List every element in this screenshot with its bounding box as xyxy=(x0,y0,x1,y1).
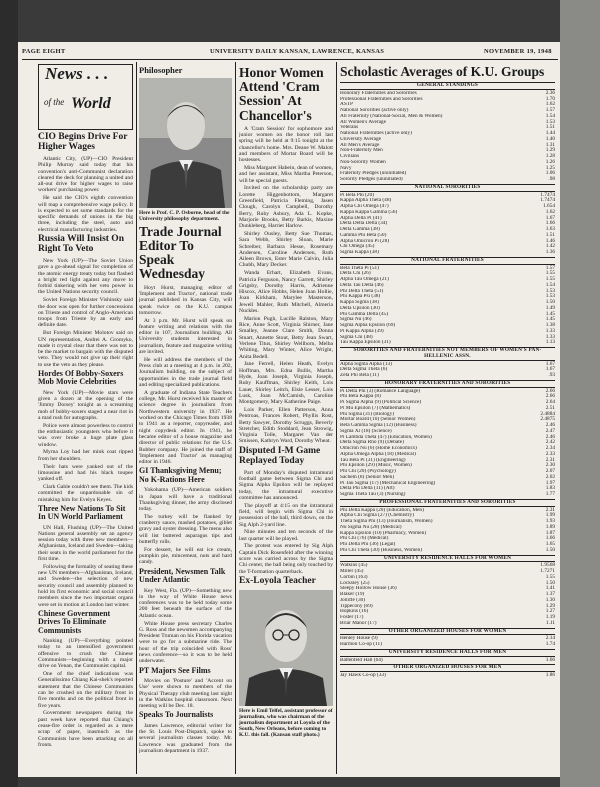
group-average: .93 xyxy=(548,372,555,379)
table-row xyxy=(340,177,555,183)
group-average: 1.28 xyxy=(545,153,555,160)
headline: Chinese Government Drives To Eliminate Communists xyxy=(38,608,111,635)
table-section-heading: OTHER ORGANIZED HOUSES FOR MEN xyxy=(340,664,555,672)
story-paragraph: One of the chief indications was Generalissimo Chiang Kai-shek's reported statement that the Chinese Communists can be crushed on the military front in five months and on the political front in five years. xyxy=(38,671,133,709)
group-average: 1.70 xyxy=(545,95,555,102)
group-average: 1.57 xyxy=(545,264,555,271)
group-average: 1.41 xyxy=(545,585,555,592)
group-name: Alpha Sigma Alpha (13) xyxy=(340,361,392,367)
group-name: Tippecony (69) xyxy=(340,603,373,609)
group-name: Phi Epsilon (29) (Music, Women) xyxy=(340,463,412,469)
group-name: Sigma Kappa (38) xyxy=(340,250,379,256)
photo-osborne-caption: Here is Prof. C. P. Osborne, head of the University philosophy department. xyxy=(139,209,230,222)
group-name: Veterans xyxy=(340,125,359,131)
group-average: 1.45 xyxy=(545,310,555,317)
table-section-heading: NATIONAL FRATERNITIES xyxy=(340,257,555,265)
group-average: 2.42 xyxy=(545,439,555,446)
group-name: Sigma Xi (18) (Science) xyxy=(340,428,392,434)
story-paragraph: Wanda Erhart, Elizabeth Evans, Patricia Ferguson, Nancy Garrett, Shirley Grigsby, Dorothy Harris, Adrienne Hiscox, Alice Hobbs, Helen Joan Hollie, Joan Kirkham, Marylee Masterson, Jewell Mahler, Ruth Mitchell, Almeria Nuckles. xyxy=(239,270,333,314)
group-average: 1.67 xyxy=(545,366,555,373)
group-average: 1.65 xyxy=(545,541,555,548)
group-name: Phi Chi (20) (Psychology) xyxy=(340,469,396,475)
story-paragraph: But Foreign Minister Molotov said on UN representation, Andrei A. Gromyko, made it crystal clear that there was not to be the market to bargain with the disputed veto. They would not give up their right to use the veto as they please. xyxy=(38,330,133,368)
story-paragraph: James Lawrence, editorial writer for the St. Louis Post-Dispatch, spoke to several journalism classes today. Mr. Lawrence was graduated from the journalism department in 1937. xyxy=(139,722,232,755)
photo-telfel xyxy=(239,590,333,706)
table-section-heading: PROFESSIONAL FRATERNITIES AND SORORITIES xyxy=(340,499,555,507)
story-paragraph: Miss Margaret Habein, dean of women, and her assistant, Miss Martha Peterson, will be special guests. xyxy=(239,164,333,184)
group-name: Delta Sigma Rho (9) (Debate) xyxy=(340,440,404,446)
table-row xyxy=(340,642,555,648)
group-name: Sigma Alpha Epsilon (69) xyxy=(340,323,396,329)
headline: Hordes Of Bobby-Soxers Mob Movie Celebrities xyxy=(38,368,124,387)
group-average: 1.40 xyxy=(545,135,555,142)
portrait-image xyxy=(139,78,232,208)
story-disputed-game xyxy=(239,447,333,575)
group-name: Corbin (163) xyxy=(340,574,368,580)
group-average: 1.53 xyxy=(545,287,555,294)
group-name: All Fraternity (National-Social, Men & Women) xyxy=(340,113,443,119)
group-name: Phi Delta Theta (51) xyxy=(340,288,384,294)
folio-date: NOVEMBER 19, 1948 xyxy=(484,48,552,55)
group-name: Phi Beta Kappa (8) xyxy=(340,394,381,400)
story-president-newsmen xyxy=(139,568,232,665)
group-name: Delta Tau Delta (46) xyxy=(340,282,384,288)
story-paragraph: The protest was entered by Sig Alph Captain Dick Rosenfeld after the winning score was carried across by the Sigma Chi center, the ball being only touched by the T-formation quarterback. xyxy=(239,543,333,575)
group-average: 1.654 xyxy=(543,203,555,210)
group-name: Non-Fraternity Men xyxy=(340,148,383,154)
table-row xyxy=(340,658,555,664)
story-paragraph: White House press secretary Charles G. Ross and the newsmen accompanying President Truman on his Florida vacation were to go for a submarine ride. The hour of the trip coincided with Ross' news conference—so it was to be held underwater. xyxy=(139,620,232,665)
group-name: Sleepy Hollow House (36) xyxy=(340,586,397,592)
group-average: 1.54 xyxy=(545,112,555,119)
group-name: Beta Gamma Sigma (12) (Business) xyxy=(340,423,417,429)
group-name: Locksley (25) xyxy=(340,580,370,586)
group-name: Foster (17) xyxy=(340,615,364,621)
group-name: All Women's Average xyxy=(340,119,386,125)
table-section-heading: OTHER ORGANIZED HOUSES FOR WOMEN xyxy=(340,628,555,636)
group-name: Delta Upsilon (30) xyxy=(340,305,380,311)
group-name: ASTP xyxy=(340,102,353,108)
story-paragraph: At 3 p.m. Mr. Hurst will speak on feature writing and relations with the editor in 107, Journalism building. All University students interested in journalism, feature and magazine writing are invited. xyxy=(139,317,232,356)
group-average: 1.7271 xyxy=(540,568,555,575)
story-paragraph: Clark Gable couldn't see them. The kids committed the unpardonable sin of mistaking him for Evelyn Keyes. xyxy=(38,483,133,503)
group-name: Sachem (8) (Senior Men) xyxy=(340,474,394,480)
group-name: Pi Tau Sigma (17) (Mechanical Engineering) xyxy=(340,480,436,486)
table-section-heading: UNIVERSITY RESIDENCE HALLS FOR WOMEN xyxy=(340,555,555,563)
group-average: 1.46 xyxy=(545,237,555,244)
group-name: Pi Beta Phi (20) xyxy=(340,192,374,198)
group-name: Non-Sorority Women xyxy=(340,159,386,165)
group-average: 1.97 xyxy=(545,479,555,486)
group-name: Phi Delta Phi (36) (Legal) xyxy=(340,542,396,548)
table-section-heading: NATIONAL SORORITIES xyxy=(340,184,555,192)
headline: Russia Will Insist On Right To Veto xyxy=(38,234,124,254)
story-paragraph: Lois Parker, Ellen Patterson, Anna Pentroas, Frances Robert, Phyllis Rost, Betty Sawyer, Dorothy Scruggs, Beverly Stretcher, Edith Stoddard, Jean Strowig, Virginia Tolle, Margaret Van der Smissen, Kathryn Ward, Dorothy Wheat. xyxy=(239,406,333,445)
story-paragraph: Hoyt Hurst, managing editor of 'Implement and Tractor', national trade journal published in Kansas City, will speak twice on the K.U. campus tomorrow. xyxy=(139,284,232,316)
group-average: 1.67 xyxy=(545,360,555,367)
table-row xyxy=(340,373,555,379)
group-name: National Sororities (active only) xyxy=(340,108,409,114)
group-name: Jay Hawk Co-op (33) xyxy=(340,673,386,679)
group-name: Kappa Sigma (38) xyxy=(340,300,379,306)
story-paragraph: Yokohama (UP)—American soldiers in Japan will have a traditional Thanksgiving dinner, the army disclosed today. xyxy=(139,487,232,513)
group-average: 1.66 xyxy=(545,535,555,542)
scholastic-averages-table xyxy=(340,82,555,679)
column-scholastic-averages xyxy=(340,64,555,772)
group-average: 1.99 xyxy=(545,512,555,519)
group-name: Hopkins (16) xyxy=(340,609,369,615)
story-chinese-government xyxy=(38,610,133,748)
group-average: 1.37 xyxy=(545,591,555,598)
group-average: 2.02 xyxy=(545,473,555,480)
story-pt-majors xyxy=(139,667,232,710)
group-name: Beta Theta Pi (51) xyxy=(340,265,379,271)
table-row xyxy=(340,492,555,498)
group-average: 1.19 xyxy=(545,614,555,621)
group-name: Tau Kappa Epsilon (31) xyxy=(340,340,391,346)
group-average: 1.54 xyxy=(545,281,555,288)
group-average: 1.63 xyxy=(545,226,555,233)
group-average: 1.49 xyxy=(545,304,555,311)
news-logo-line1: News . . . xyxy=(45,64,109,83)
story-gi-thanksgiving xyxy=(139,467,232,565)
group-name: Nu Sigma Nu (28) (Medical) xyxy=(340,524,402,530)
group-name: Delta Delta Delta (34) xyxy=(340,221,388,227)
group-average: 1.27 xyxy=(545,608,555,615)
group-average: 1.44 xyxy=(545,130,555,137)
column-philosopher-trade xyxy=(139,64,232,772)
group-average: 2.66 xyxy=(545,393,555,400)
group-average: 1.26 xyxy=(545,158,555,165)
group-name: Pi Kappa Alpha (39) xyxy=(340,328,384,334)
group-average: 2.46 xyxy=(545,433,555,440)
group-name: Pi Delta Phi (3) (Romance Language) xyxy=(340,388,421,394)
group-name: Jolliffe (30) xyxy=(340,597,366,603)
group-average: 1.33 xyxy=(545,327,555,334)
photo-telfel-caption: Here is Emil Telfel, assistant professor of journalism, who was chairman of the journalism department at Loyola of the South, New Orleans, before coming to K.U. this fall. (Kansan staff photo.) xyxy=(239,707,333,738)
group-name: Miller (45) xyxy=(340,569,364,575)
group-average: 1.74 xyxy=(545,641,555,648)
group-average: 1.77 xyxy=(545,491,555,498)
group-average: 1.25 xyxy=(545,164,555,171)
story-trade-journal xyxy=(139,225,232,466)
story-bobby-soxers xyxy=(38,370,133,503)
group-average: 2.34 xyxy=(545,445,555,452)
group-average: 1.62 xyxy=(545,101,555,108)
group-average: 2.4875 xyxy=(540,416,555,423)
story-paragraph: Myrna Loy had her mink coat ripped from her shoulders. xyxy=(38,449,133,462)
group-name: Tau Beta Pi (31) (Engineering) xyxy=(340,457,406,463)
group-name: Alpha Chi Sigma (27) (Chemistry) xyxy=(340,513,414,519)
column-rule-3 xyxy=(336,62,337,774)
group-average: 1.51 xyxy=(545,231,555,238)
group-average: 1.93 xyxy=(545,518,555,525)
group-average: 1.87 xyxy=(545,529,555,536)
story-paragraph: Soviet Foreign Minister Vishinsky said the door was open for further concessions on Trieste and control of Anglo-American troops from Trieste by an early and definite date. xyxy=(38,297,133,329)
story-paragraph: Following the formality of seating these new UN members—Afghanistan, Iceland, and Sweden—the selection of new security council and assembly planned to hold its first economic and social council members since the two important organs were set in motion at London last winter. xyxy=(38,563,133,608)
story-paragraph: Police were almost powerless to control the enthusiastic youngsters who before it was over broke a huge plate glass window. xyxy=(38,422,133,448)
group-name: Fraternity Pledges (uninitiated) xyxy=(340,171,407,177)
group-average: 1.62 xyxy=(545,208,555,215)
group-name: University Average xyxy=(340,136,381,142)
group-name: National Fraternities (active only) xyxy=(340,131,412,137)
group-average: 2.07 xyxy=(545,468,555,475)
group-name: Phi Sigma (31) (Biology) xyxy=(340,411,394,417)
group-name: Alpha Chi Omega (47) xyxy=(340,204,389,210)
headline: Disputed I-M Game Replayed Today xyxy=(239,445,321,466)
group-name: Watkins (45) xyxy=(340,563,368,569)
story-paragraph: The playoff at 4:15 on the intramural field, will begin with Sigma Chi in possession of the ball, third down, on the Sig Alph 2-yard line. xyxy=(239,502,333,528)
group-average: 2.31 xyxy=(545,506,555,513)
group-name: Honorary Fraternities and Sororities xyxy=(340,90,417,96)
group-average: 1.9568 xyxy=(540,562,555,569)
group-average: 2.30 xyxy=(545,462,555,469)
story-paragraph: He will address the members of the Press club at a meeting at 4 p.m. in 202, Journalism building, on the subject of opportunities in the trade journal field and editing specialized publications. xyxy=(139,356,232,389)
column-rule-1 xyxy=(136,62,137,774)
group-average: 1.55 xyxy=(545,276,555,283)
column-rule-2 xyxy=(235,62,236,774)
table-section-heading: GENERAL STANDINGS xyxy=(340,82,555,90)
story-paragraph: Part of Monday's disputed intramural football game between Sigma Chi and Sigma Alpha Epsilon will be replayed today, the intramural executive committee has announced. xyxy=(239,469,333,501)
headline: President, Newsmen Talk Under Atlantic xyxy=(139,566,226,585)
scan-left-margin xyxy=(0,0,18,787)
headline-scholastic-averages: Scholastic Averages of K.U. Groups xyxy=(340,64,545,79)
group-average: 2.31 xyxy=(545,456,555,463)
group-name: Henley House (9) xyxy=(340,636,378,642)
photo-osborne xyxy=(139,78,232,208)
headline: Trade Journal Editor To Speak Wednesday xyxy=(139,223,222,282)
table-row xyxy=(340,621,555,627)
group-name: Alpha Tau Omega (21) xyxy=(340,277,389,283)
headline: Three New Nations To Sit In UN World Parliament xyxy=(38,503,126,522)
table-row xyxy=(340,340,555,346)
group-name: Alpha Omega Alpha (18) (Medical) xyxy=(340,451,416,457)
group-average: 1.33 xyxy=(545,333,555,340)
group-average: 1.36 xyxy=(545,249,555,256)
group-average: 1.55 xyxy=(545,573,555,580)
group-name: Omicron Nu (6) (Home Economics) xyxy=(340,446,417,452)
group-name: All Men's Average xyxy=(340,142,380,148)
headline: PT Majors See Films xyxy=(139,665,211,675)
story-paragraph: Nine minutes and ten seconds of the last quarter will be played. xyxy=(239,529,333,542)
story-paragraph: The turkey will be flanked by cranberry sauce, mashed potatoes, giblet gravy and oyster dressing. The menu also will list buttered asparagus tips and butterfly rolls. xyxy=(139,513,232,546)
group-name: Harmon Co-op (11) xyxy=(340,642,382,648)
group-name: Blaker (19) xyxy=(340,592,365,598)
group-average: 1.50 xyxy=(545,579,555,586)
news-of-world-logo xyxy=(38,64,133,130)
group-name: Sorority Pledges (uninitiated) xyxy=(340,177,403,183)
group-name: Navy xyxy=(340,165,352,171)
scan-right-margin xyxy=(560,0,600,787)
table-row xyxy=(340,548,555,554)
group-average: 1.89 xyxy=(545,523,555,530)
group-average: 1.83 xyxy=(545,485,555,492)
group-name: Phi Kappa Psi (38) xyxy=(340,294,381,300)
group-average: 1.66 xyxy=(545,220,555,227)
headline: CIO Begins Drive For Higher Wages xyxy=(38,132,128,152)
group-name: Theta Sigma Phi (13) (Journalism, Women) xyxy=(340,519,433,525)
section-label-philosopher: Philosopher xyxy=(139,65,183,75)
portrait-image xyxy=(239,590,333,706)
group-name: Kappa Kappa Gamma (56) xyxy=(340,209,398,215)
story-cio xyxy=(38,133,133,233)
group-average: 1.38 xyxy=(545,322,555,329)
group-average: 2.64 xyxy=(545,399,555,406)
group-name: Zeta Phi Beta (11) xyxy=(340,373,379,379)
group-name: Kappa Epsilon (10) (Pharmacy, Women) xyxy=(340,530,427,536)
group-average: 2.51 xyxy=(545,404,555,411)
story-paragraph: Shirley Ousley, Betty Sue Thomas, Sara Webb, Shirley Sloan, Marie Schreiber, Barbara Hesse, Rosemary Andersen, Caroline Andersen, Ruth Aileen Brown, Ester Marie Calvin, Julia Chubb, Mary Decker. xyxy=(239,230,333,269)
group-name: Phi Gamma Delta (45) xyxy=(340,311,389,317)
group-average: 1.13 xyxy=(545,339,555,346)
group-name: Pi Mu Epsilon (7) (Mathematics) xyxy=(340,405,411,411)
group-average: 1.11 xyxy=(545,619,555,626)
group-average: 2.4884 xyxy=(540,410,555,417)
story-three-nations xyxy=(38,505,133,608)
group-name: Battenfeld Hall (64) xyxy=(340,657,383,663)
group-name: Phi Chi (76) (Medical) xyxy=(340,536,389,542)
story-paragraph: Invited on the scholarship party are Lorette Higgenbottom, Margaret Greenfield, Patricia Fleming, Jasen Clough, Carolyn Campbell, Dorothy Berry, Ruby Asbury, Ada L. Kopke, Marjorie Brooks, Betty Barkis, Maxine Dunkleberg, Harriet Harlow. xyxy=(239,185,333,230)
group-average: 1.7474 xyxy=(540,197,555,204)
group-average: 1.50 xyxy=(545,299,555,306)
group-name: Alpha Delta Pi (41) xyxy=(340,215,382,221)
table-section-heading: UNIVERSITY RESIDENCE HALLS FOR MEN xyxy=(340,649,555,657)
group-average: 1.55 xyxy=(545,270,555,277)
table-section-heading: HONORARY FRATERNITIES AND SORORITIES xyxy=(340,380,555,388)
table-section-heading: SORORITIES AND FRATERNITIES NOT MEMBERS OF WOMEN'S PAN-HELLENIC ASSN. xyxy=(340,347,555,361)
story-paragraph: A graduate of Indiana State Teachers college, Mr. Hurst received his master of science degree in journalism from Northwestern university in 1937. He worked on the Chicago Times from 1938 to 1941 as a reporter, copyreader, and night copydesk editor. In 1941, he became editor of a house magazine and director of public relations for the U.S. Rubber company. He joined the staff of 'Implement and Tractor' as managing editor in 1946. xyxy=(139,389,232,466)
group-average: .98 xyxy=(548,176,555,183)
story-paragraph: New York (UP)—The Soviet Union gave a go-ahead signal for completion of the atomic energy treaty today but flashed a bright red light against any move to forbid tinkering with her veto power in the United Nations security council. xyxy=(38,257,133,296)
group-average: 2.36 xyxy=(545,89,555,96)
group-name: Alpha Omicron Pi (28) xyxy=(340,238,389,244)
group-name: Chi Omega (45) xyxy=(340,244,375,250)
story-paragraph: For dessert, he will eat ice cream, pumpkin pie, mincemeat, nuts and hard candy. xyxy=(139,546,232,566)
group-average: 1.53 xyxy=(545,293,555,300)
group-average: 1.31 xyxy=(545,141,555,148)
group-average: 1.66 xyxy=(545,656,555,663)
group-average: 1.45 xyxy=(545,316,555,323)
story-paragraph: Their hats were yanked out of the limousine and had his black toupee yanked off. xyxy=(38,463,133,483)
group-name: Phi Chi Theta (30) (Business, Women) xyxy=(340,547,423,553)
group-name: Sigma Nu (46) xyxy=(340,317,372,323)
group-name: Phi Delta Kappa (20) (Education, Men) xyxy=(340,507,424,513)
folio-masthead: UNIVERSITY DAILY KANSAN, LAWRENCE, KANSAS xyxy=(210,48,385,55)
story-paragraph: Atlantic City, (UP)—CIO President Philip Murray said today that his convention's anti-Communist declaration cleared the deck for planning a united and all-out drive for higher wages to raise workers' purchasing power. xyxy=(38,155,133,194)
story-paragraph: Movies on 'Posture' and 'Accent on Use' were shown to members of the Physical Therapy club meeting last night in the Watkins hospital classroom. Next meeting will be Dec. 18. xyxy=(139,678,232,710)
group-average: 1.7474 xyxy=(540,191,555,198)
story-paragraph: New York (UP)—Movie stars were given a dozen at the opening of the 'Jimmy Dorsey' tonight as a screaming mob of bobby-soxers staged a near riot in a mad rush for autographs. xyxy=(38,389,133,421)
group-name: Professional Fraternities and Sororities xyxy=(340,96,423,102)
group-average: 1.42 xyxy=(545,243,555,250)
group-name: Briar Manor (17) xyxy=(340,620,377,626)
group-name: Pi Lambda Theta (47) (Education, Women) xyxy=(340,434,432,440)
headline: Speaks To Journalists xyxy=(139,710,214,720)
story-honor-women xyxy=(239,66,333,445)
story-paragraph: Nanking (UP)—Everything pointed today to an intensified government offensive to crush the Chinese Communists—beginning with a major drive on Yenan, the Communist capital. xyxy=(38,638,133,670)
group-average: 2.47 xyxy=(545,427,555,434)
story-paragraph: Jane Ferrell, Helen Heath, Evelyn Hoffman, Mrs. Edna Bullis, Martha Hyde, Joan Joseph, Virginia Joseph, Ruby Kauffman, Shirley Keith, Lois Lauer, Shirley Leitch, Elsie Lesser, Lois Lusk, Joan McCamish, Caroline Montgomery, Mary Katherine Paige. xyxy=(239,361,333,406)
group-average: 2.66 xyxy=(545,387,555,394)
group-average: 1.51 xyxy=(545,124,555,131)
story-paragraph: UN Hall, Flushing (UP)—The United Nations general assembly set an agency session today with three new members—Afghanistan, Iceland and Sweden—taking their seats in the world parliament for the first time. xyxy=(38,524,133,563)
group-name: Delta Sigma Theta (6) xyxy=(340,367,388,373)
page-folio xyxy=(18,46,560,58)
group-name: Gamma Phi Beta (50) xyxy=(340,232,387,238)
group-average: 1.57 xyxy=(545,107,555,114)
story-speaks-journalists xyxy=(139,711,232,754)
group-name: Delta Gamma (38) xyxy=(340,227,380,233)
column-news-of-world xyxy=(38,64,133,772)
group-name: Kappa Alpha Theta (48) xyxy=(340,198,392,204)
news-logo-line2: of the xyxy=(44,97,65,107)
group-average: 1.67 xyxy=(545,214,555,221)
table-row xyxy=(340,250,555,256)
group-name: Mortar Board (10) (Senior Women) xyxy=(340,417,416,423)
group-average: 1.29 xyxy=(545,147,555,154)
story-paragraph: Marion Pugh, Lucille Ralston, Mary Rice, Anne Scott, Virginia Shirner, Jane Smalley, Jeanne Clare Smith, Donna Stuart, Annette Stout, Betty Jean Swart, Verlene Titus, Shirley Wellborn, Melba Whiting, Mary Winter, Alice Wright, Anita Bedell. xyxy=(239,315,333,360)
group-name: Civilians xyxy=(340,154,360,160)
group-average: 2.33 xyxy=(545,450,555,457)
column-honor-women xyxy=(239,64,333,772)
group-average: 1.30 xyxy=(545,596,555,603)
group-average: 1.50 xyxy=(545,546,555,553)
folio-rule xyxy=(22,59,558,60)
group-average: 1.06 xyxy=(545,170,555,177)
group-average: 1.53 xyxy=(545,118,555,125)
group-name: Delta Phi Delta (11) (Art) xyxy=(340,486,395,492)
group-average: 1.86 xyxy=(545,672,555,679)
group-name: Sigma Chi (48) xyxy=(340,334,373,340)
group-name: Pi Sigma Alpha (9) (Political Science) xyxy=(340,400,422,406)
table-row xyxy=(340,673,555,679)
group-name: Sigma Theta Tau (3) (Nursing) xyxy=(340,492,406,498)
headline: GI Thanksgiving Menu; No K-Rations Here xyxy=(139,466,222,484)
headline-ex-loyola: Ex-Loyola Teacher xyxy=(239,575,316,586)
group-average: 2.46 xyxy=(545,422,555,429)
story-paragraph: Government newspapers during the past week have reported that Chiang's cease-fire order is regarded as a mere scrap of paper, inasmuch as the Communists have been attacking on all fronts. xyxy=(38,710,133,748)
story-russia-veto xyxy=(38,235,133,368)
news-logo-line3: World xyxy=(71,95,111,112)
story-paragraph: A 'Cram Session' for sophomore and junior women on the honor roll last spring will be held at 9:15 tonight at the chancellor's home. Mrs. Deane W. Malott and members of Mortar Board will be hostesses. xyxy=(239,125,333,164)
group-name: Delta Chi (26) xyxy=(340,271,371,277)
headline: Honor Women Attend 'Cram Session' At Chancellor's xyxy=(239,65,324,123)
story-paragraph: Key West, Fla. (UP)—Something new in the way of White House news conferences was to be held today some 200 feet beneath the surface of the Atlantic ocean. xyxy=(139,587,232,619)
story-paragraph: He said the CIO's eighth convention will map a comprehensive wage policy. It is expected to set some standards for the specific demands of unions in the big three, including the steel, auto and electrical manufacturing industries. xyxy=(38,195,133,233)
group-average: 2.14 xyxy=(545,635,555,642)
folio-page-number: PAGE EIGHT xyxy=(22,48,66,55)
group-average: 1.29 xyxy=(545,602,555,609)
